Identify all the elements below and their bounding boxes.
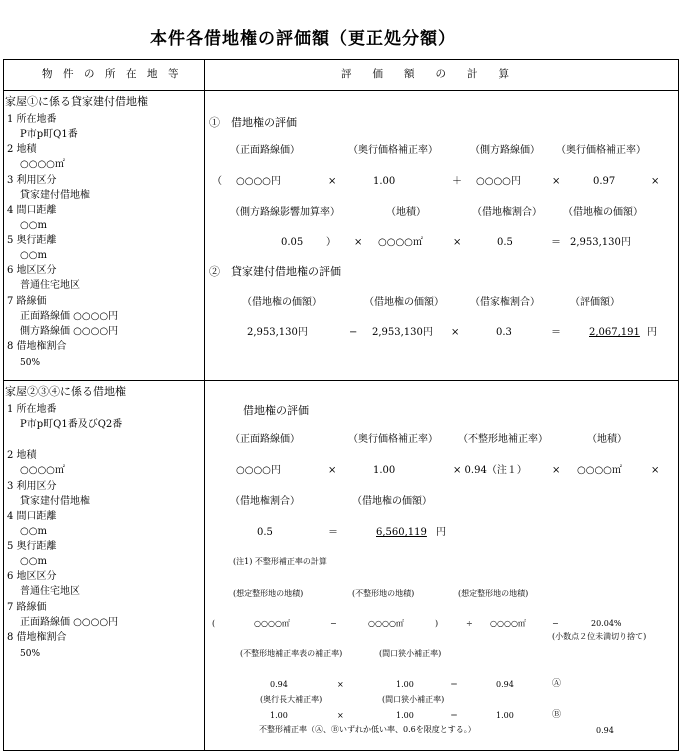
note-value: ＝	[450, 680, 458, 689]
list-item: 普通住宅地区	[20, 586, 80, 597]
calc-value: 1.00	[373, 176, 396, 187]
note-label: (不整形地の地積)	[352, 589, 415, 598]
note-value: 0.94	[270, 680, 288, 689]
calc-value: ×	[552, 465, 561, 476]
calc-value: ○○○○円	[236, 465, 281, 476]
table-top-border	[3, 59, 679, 60]
header-property-location: 物 件 の 所 在 地 等	[42, 68, 179, 80]
section1-heading: 家屋①に係る貸家建付借地権	[5, 95, 148, 108]
list-item: 3 利用区分	[7, 175, 57, 186]
list-item: 8 借地権割合	[7, 341, 67, 352]
note-value: 0.94	[496, 680, 514, 689]
valuation-result: 6,560,119	[376, 527, 427, 538]
section2-heading: 家屋②③④に係る借地権	[5, 385, 126, 398]
calc-value: −	[349, 327, 358, 338]
note-label: (想定整形地の地積)	[233, 589, 304, 598]
calc-value: ×	[328, 465, 337, 476]
calc-value: ＋	[452, 176, 462, 187]
calc-value: ×	[451, 327, 460, 338]
list-item: P市p町Q1番及びQ2番	[20, 419, 123, 430]
list-item: 8 借地権割合	[7, 632, 67, 643]
calc-label: （不整形地補正率）	[458, 434, 548, 445]
calc-value: 1.00	[373, 465, 396, 476]
calc-value: ）	[326, 237, 336, 248]
list-item: ○○m	[20, 556, 47, 567]
note-label: (間口狭小補正率)	[379, 649, 442, 658]
note-conclusion: 不整形補正率（Ⓐ、Ⓑいずれか低い率、0.6を限度とする。）	[259, 725, 476, 734]
note-value: 1.00	[496, 711, 514, 720]
list-item: 正面路線価 ○○○○円	[20, 617, 119, 628]
calc-value: ×	[453, 237, 462, 248]
list-item: 貸家建付借地権	[20, 496, 90, 507]
calc-value: ×	[552, 176, 561, 187]
note-value: 1.00	[396, 711, 414, 720]
calc-value: ○○○○㎡	[378, 237, 423, 248]
list-item: 正面路線価 ○○○○円	[20, 311, 119, 322]
header-valuation-calculation: 評 価 額 の 計 算	[341, 68, 509, 80]
note-value: ○○○○㎡	[368, 619, 404, 628]
list-item: 1 所在地番	[7, 404, 57, 415]
calc-label: （借地権割合）	[230, 496, 300, 507]
valuation-result: 2,067,191	[589, 327, 640, 338]
calc-value: 円	[647, 327, 657, 338]
calc-value: 0.05	[281, 237, 304, 248]
calc-value: 0.5	[497, 237, 513, 248]
list-item: ○○m	[20, 220, 47, 231]
calc-label: （借地権の価額）	[364, 297, 444, 308]
note-value: ×	[337, 680, 344, 689]
calc-label: （奥行価格補正率）	[556, 145, 646, 156]
calc-heading: ① 借地権の評価	[209, 116, 297, 129]
calc-label: （借地権の価額）	[563, 207, 643, 218]
calc-label: （地積）	[386, 207, 426, 218]
note-value: 1.00	[396, 680, 414, 689]
calc-value: ＝	[551, 237, 561, 248]
calc-label: （側方路線影響加算率）	[230, 207, 340, 218]
calc-value: ○○○○円	[236, 176, 281, 187]
note-label: (奥行長大補正率)	[260, 695, 323, 704]
calc-value: ○○○○㎡	[577, 465, 622, 476]
note-value: ×	[337, 711, 344, 720]
list-item: 5 奥行距離	[7, 541, 57, 552]
list-item: 普通住宅地区	[20, 280, 80, 291]
list-item: 2 地積	[7, 144, 37, 155]
calc-value: ×	[354, 237, 363, 248]
calc-value: × 0.94（注１）	[453, 465, 527, 476]
note-value: )	[435, 619, 439, 628]
list-item: ○○○○㎡	[20, 465, 65, 476]
calc-value: 0.3	[496, 327, 512, 338]
calc-label: （借地権割合）	[472, 207, 542, 218]
note-value: ＝	[450, 711, 458, 720]
calc-label: （借家権割合）	[470, 297, 540, 308]
note-value: 0.94	[596, 726, 614, 735]
list-item: P市p町Q1番	[20, 129, 78, 140]
note-value: 1.00	[270, 711, 288, 720]
table-bottom-border	[3, 750, 679, 751]
marker-b: Ⓑ	[552, 710, 562, 720]
note-label: (不整形地補正率表の補正率)	[240, 649, 343, 658]
calc-label: （正面路線価）	[230, 145, 300, 156]
calc-label: （奥行価格補正率）	[348, 145, 438, 156]
marker-a: Ⓐ	[552, 679, 562, 689]
note-value: 20.04%	[591, 619, 622, 628]
calc-value: ×	[328, 176, 337, 187]
calc-value: ○○○○円	[476, 176, 521, 187]
list-item: 1 所在地番	[7, 114, 57, 125]
calc-label: （側方路線価）	[470, 145, 540, 156]
calc-label: （借地権の価額）	[242, 297, 322, 308]
calc-heading: 借地権の評価	[243, 404, 309, 417]
list-item: 7 路線価	[7, 296, 47, 307]
list-item: 3 利用区分	[7, 481, 57, 492]
list-item: 4 間口距離	[7, 511, 57, 522]
list-item: ○○m	[20, 526, 47, 537]
note-rounding: (小数点２位未満切り捨て)	[552, 632, 647, 641]
note-value: ÷	[466, 619, 473, 628]
note-heading: (注1) 不整形補正率の計算	[233, 557, 327, 566]
calc-value: ×	[651, 176, 660, 187]
note-value: ○○○○㎡	[254, 619, 290, 628]
table-right-border	[678, 59, 679, 751]
calc-label: （奥行価格補正率）	[348, 434, 438, 445]
calc-value: 0.97	[593, 176, 616, 187]
list-item: 4 間口距離	[7, 205, 57, 216]
list-item: ○○○○㎡	[20, 159, 65, 170]
calc-value: 0.5	[257, 527, 273, 538]
list-item: 6 地区区分	[7, 265, 57, 276]
calc-value: 2,953,130円	[570, 237, 631, 248]
section-divider	[3, 380, 679, 381]
note-value: −	[330, 619, 337, 628]
calc-value: ＝	[551, 327, 561, 338]
list-item: 6 地区区分	[7, 571, 57, 582]
list-item: 2 地積	[7, 450, 37, 461]
list-item: 7 路線価	[7, 602, 47, 613]
calc-value: ＝	[328, 527, 338, 538]
page-title: 本件各借地権の評価額（更正処分額）	[150, 29, 456, 49]
calc-label: （借地権の価額）	[352, 496, 432, 507]
list-item: 側方路線価 ○○○○円	[20, 326, 119, 337]
calc-label: （評価額）	[570, 297, 620, 308]
calc-heading: ② 貸家建付借地権の評価	[209, 265, 341, 278]
note-label: (想定整形地の地積)	[458, 589, 529, 598]
list-item: 貸家建付借地権	[20, 190, 90, 201]
calc-value: 円	[436, 527, 446, 538]
calc-value: 2,953,130円	[247, 327, 308, 338]
calc-value: （	[212, 176, 222, 187]
calc-label: （地積）	[587, 434, 627, 445]
note-value: (	[212, 619, 216, 628]
list-item: 5 奥行距離	[7, 235, 57, 246]
list-item: 50%	[20, 358, 41, 368]
table-left-border	[3, 59, 4, 751]
list-item: ○○m	[20, 250, 47, 261]
column-divider	[204, 59, 205, 751]
note-label: (間口狭小補正率)	[382, 695, 445, 704]
header-bottom-border	[3, 90, 679, 91]
calc-label: （正面路線価）	[230, 434, 300, 445]
list-item: 50%	[20, 649, 41, 659]
calc-value: ×	[651, 465, 660, 476]
calc-value: 2,953,130円	[372, 327, 433, 338]
note-value: −	[552, 619, 559, 628]
note-value: ○○○○㎡	[490, 619, 526, 628]
